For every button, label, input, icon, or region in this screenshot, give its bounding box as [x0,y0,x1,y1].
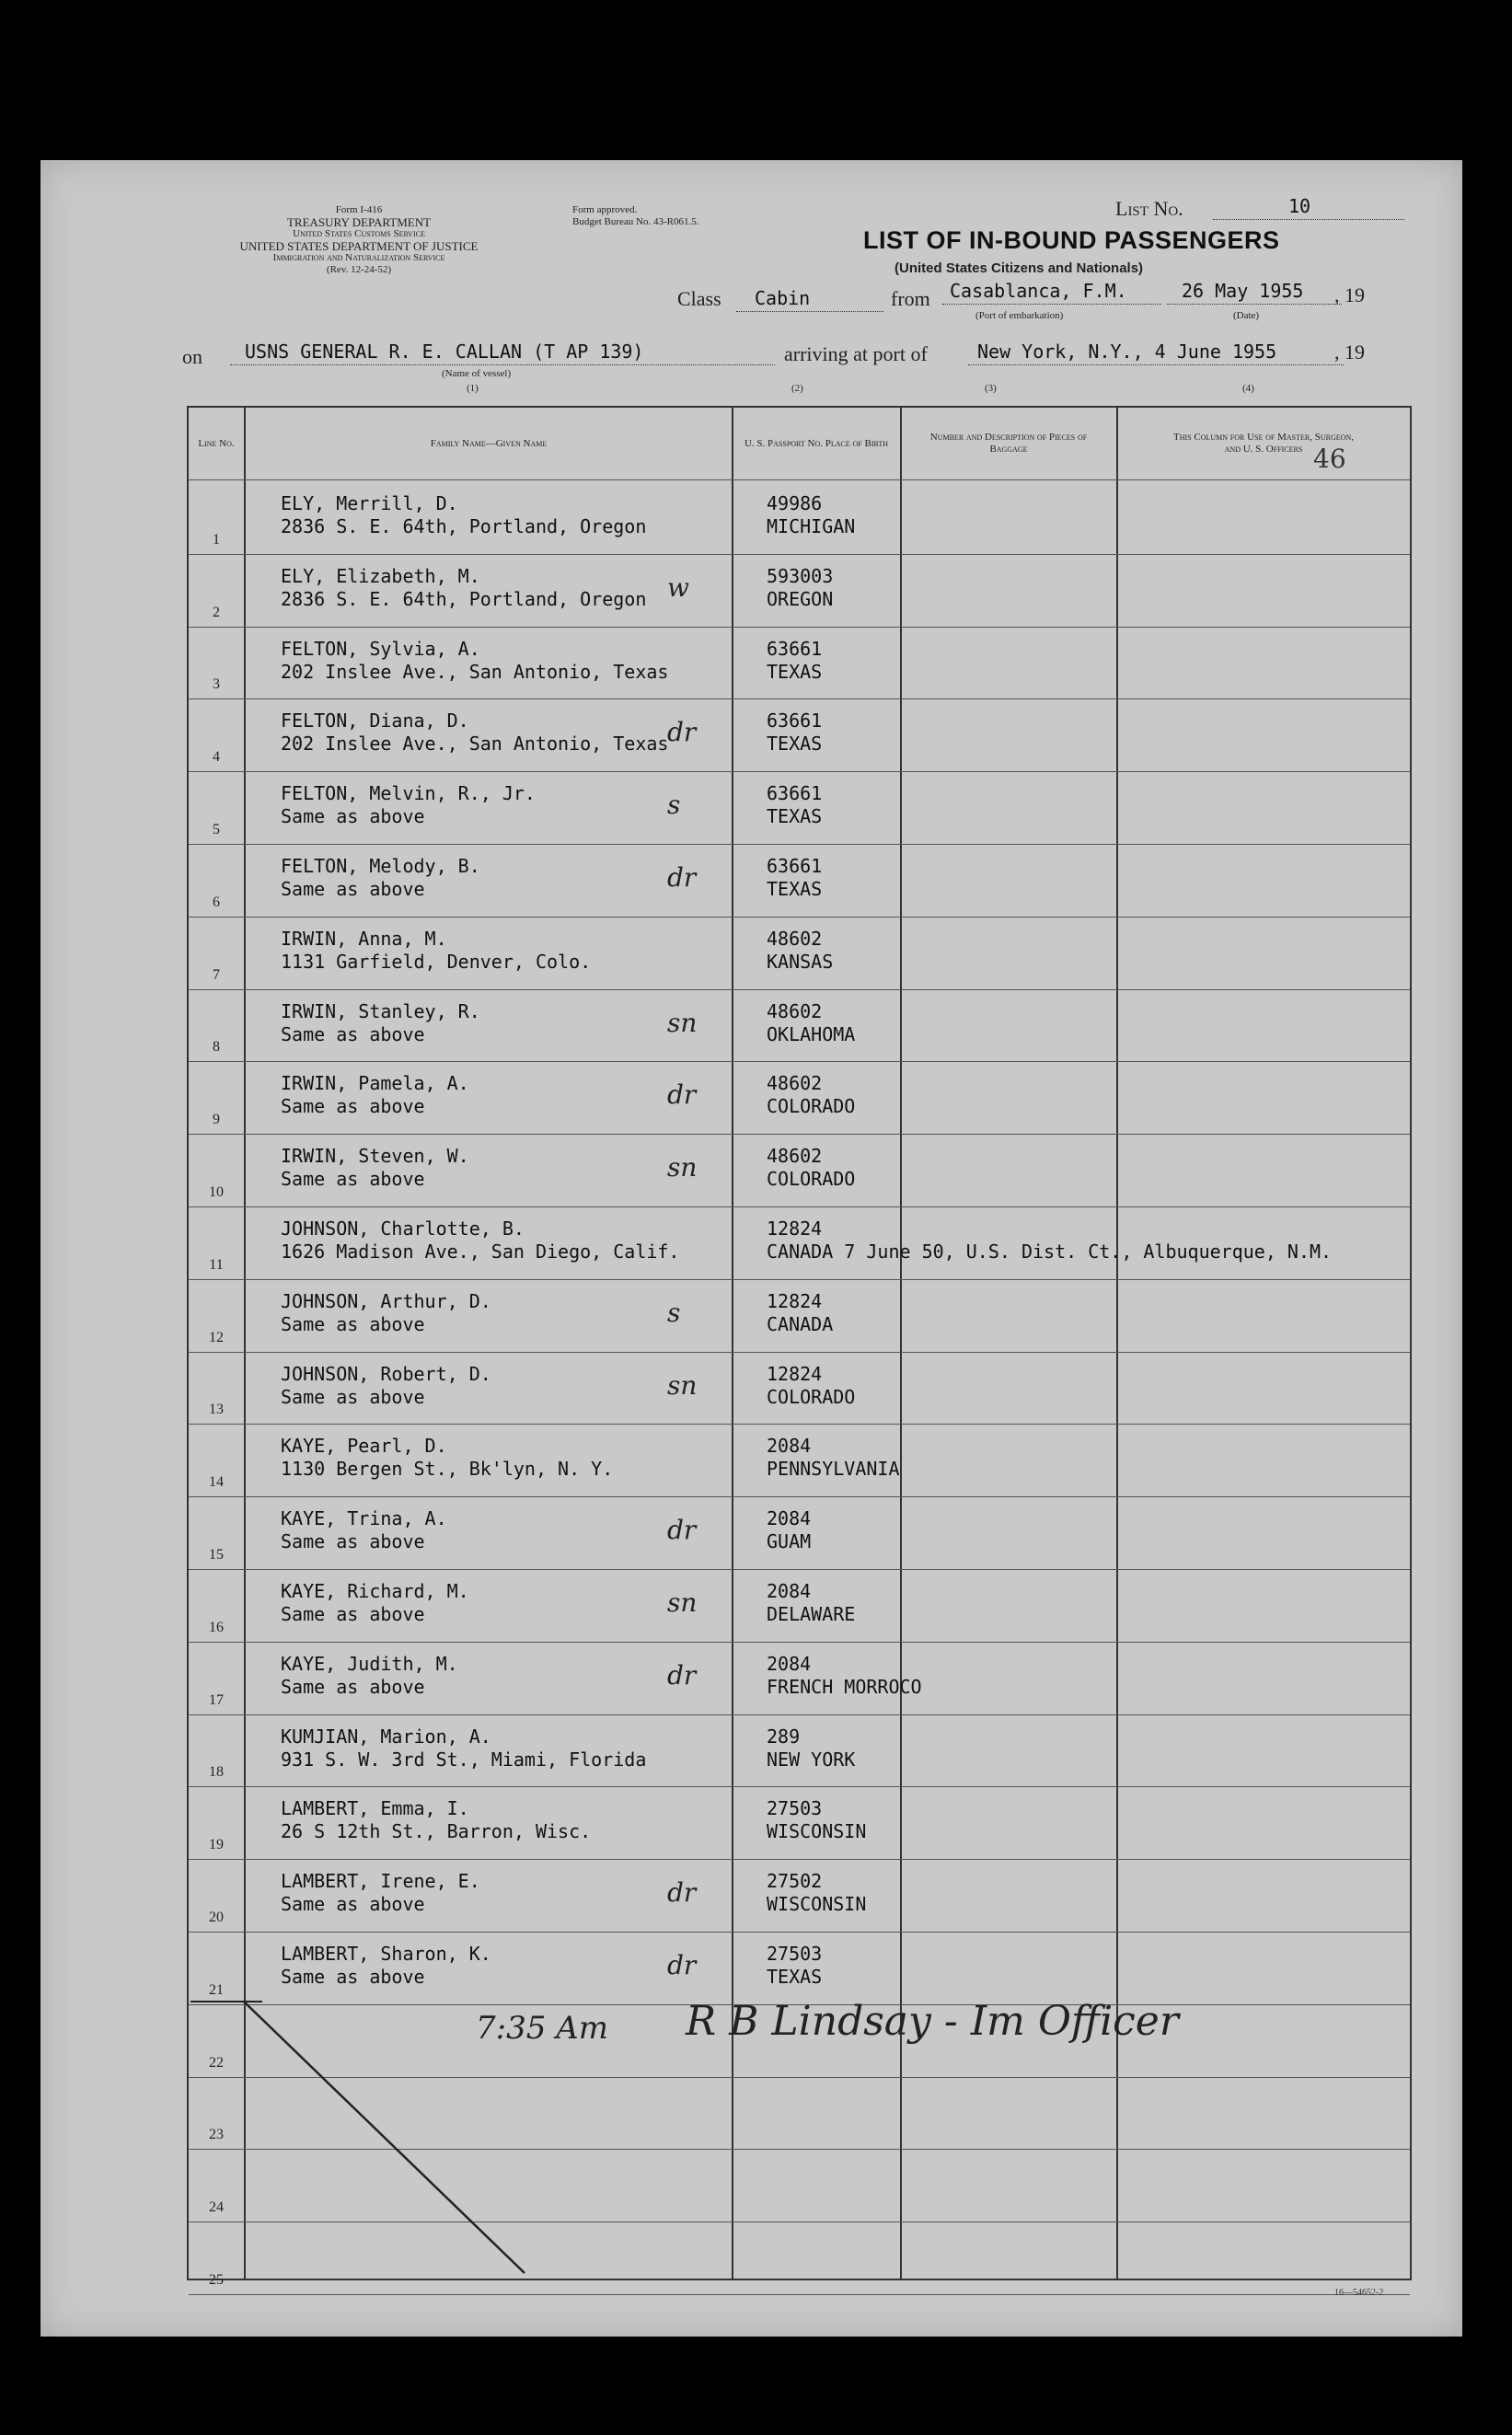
from-label: from [891,287,930,310]
port-value: Casablanca, F.M. [950,280,1127,302]
passport-number: 27502 [767,1870,823,1893]
line-number: 6 [213,894,220,910]
arrival-value: New York, N.Y., 4 June 1955 [977,340,1277,363]
line-number: 18 [209,1764,224,1781]
line-number: 13 [209,1402,224,1418]
passport-number: 63661 [767,855,823,877]
line-number: 21 [209,1981,224,1998]
passport-number: 48602 [767,927,823,950]
form-number: Form I-416 [335,204,383,215]
passenger-address: 2836 S. E. 64th, Portland, Oregon [281,515,647,537]
place-of-birth: COLORADO [767,1168,856,1191]
class-field [736,283,883,312]
passenger-name: LAMBERT, Emma, I. [281,1797,469,1820]
passport-number: 48602 [767,1072,823,1095]
line-number: 2 [213,604,220,620]
header-officers: This Column for Use of Master, Surgeon, and U. S. Officers [1173,432,1354,455]
place-of-birth: TEXAS [767,805,823,828]
passenger-address: Same as above [281,1530,425,1553]
passport-number: 48602 [767,999,823,1022]
header-passport: U. S. Passport No. Place of Birth [744,437,889,449]
relationship-mark: s [667,1297,681,1328]
passport-number: 63661 [767,637,823,660]
line-number: 8 [213,1039,220,1056]
place-of-birth: NEW YORK [767,1748,856,1771]
relationship-mark: dr [667,1659,697,1691]
passenger-name: LAMBERT, Sharon, K. [281,1943,491,1965]
passenger-address: Same as above [281,1675,425,1698]
passenger-name: IRWIN, Stanley, R. [281,999,480,1022]
passenger-address: Same as above [281,1893,425,1916]
passenger-name: JOHNSON, Robert, D. [281,1362,491,1385]
passenger-address: Same as above [281,878,425,900]
passport-number: 27503 [767,1797,823,1820]
justice-dept: UNITED STATES DEPARTMENT OF JUSTICE [239,239,479,253]
place-of-birth: MICHIGAN [767,515,856,537]
list-no-value: 10 [1288,195,1311,217]
header-line-no: Line No. [198,437,235,449]
line-number: 12 [209,1329,224,1345]
line-number: 20 [209,1909,224,1925]
passenger-name: JOHNSON, Arthur, D. [281,1289,491,1312]
passenger-address: Same as above [281,1312,425,1335]
arrival-year-suffix: , 19 [1334,340,1365,364]
passport-number: 49986 [767,492,823,514]
place-of-birth: TEXAS [767,660,823,683]
passenger-name: KAYE, Judith, M. [281,1652,458,1675]
passport-number: 63661 [767,782,823,805]
line-number: 22 [209,2054,224,2071]
passenger-name: FELTON, Sylvia, A. [281,637,480,660]
passenger-address: 26 S 12th St., Barron, Wisc. [281,1820,592,1843]
passport-number: 12824 [767,1218,823,1240]
line-number: 1 [213,531,220,548]
place-of-birth: COLORADO [767,1385,856,1408]
passenger-name: FELTON, Diana, D. [281,710,469,733]
col-num-1: (1) [467,383,479,394]
customs-service: United States Customs Service [293,228,425,239]
passenger-name: FELTON, Melody, B. [281,855,480,877]
revision: (Rev. 12-24-52) [326,264,392,275]
place-of-birth: KANSAS [767,950,834,973]
relationship-mark: sn [667,1369,698,1401]
relationship-mark: dr [667,1877,697,1909]
passenger-address: Same as above [281,1603,425,1625]
year-suffix: , 19 [1334,283,1365,306]
passenger-name: LAMBERT, Irene, E. [281,1870,480,1893]
line-number: 4 [213,749,220,766]
line-number: 3 [213,676,220,693]
passenger-name: KAYE, Richard, M. [281,1580,469,1602]
approval-block [572,204,698,228]
passenger-name: ELY, Merrill, D. [281,492,458,514]
line-number: 17 [209,1691,224,1708]
place-of-birth: GUAM [767,1530,812,1553]
port-caption: (Port of embarkation) [975,310,1064,321]
place-of-birth: WISCONSIN [767,1820,867,1843]
passenger-address: 1130 Bergen St., Bk'lyn, N. Y. [281,1458,614,1481]
footer-code: 16—54652-2 [1334,2288,1384,2298]
ins-service: Immigration and Naturalization Service [272,252,445,263]
budget-bureau: Budget Bureau No. 43-R061.5. [572,216,699,227]
relationship-mark: dr [667,1950,697,1980]
place-of-birth: WISCONSIN [767,1893,867,1916]
passenger-address: Same as above [281,1168,425,1191]
passenger-name: FELTON, Melvin, R., Jr. [281,782,536,805]
passenger-address: Same as above [281,1022,425,1045]
passenger-address: 202 Inslee Ave., San Antonio, Texas [281,733,669,756]
col-num-4: (4) [1242,383,1254,394]
officer-signature: R B Lindsay - Im Officer [686,1998,1179,2045]
line-number: 15 [209,1546,224,1563]
passenger-address: 2836 S. E. 64th, Portland, Oregon [281,587,647,610]
line-number: 9 [213,1112,220,1128]
col-num-3: (3) [985,383,997,394]
cancel-stroke [189,408,1410,2279]
line-number: 11 [209,1256,224,1273]
line-number: 24 [209,2199,224,2216]
passport-number: 2084 [767,1507,812,1530]
passenger-name: ELY, Elizabeth, M. [281,564,480,587]
stamp-number: 46 [1313,444,1346,474]
relationship-mark: dr [667,1515,697,1546]
line-number: 16 [209,1619,224,1635]
passenger-name: KAYE, Trina, A. [281,1507,447,1530]
relationship-mark: sn [667,1152,698,1183]
place-of-birth: FRENCH MORROCO [767,1675,922,1698]
relationship-mark: dr [667,862,697,893]
date-caption: (Date) [1233,310,1260,321]
date-value: 26 May 1955 [1182,280,1304,302]
place-of-birth: TEXAS [767,878,823,900]
passenger-table [187,406,1412,2288]
passport-number: 12824 [767,1362,823,1385]
agency-block [175,204,543,276]
place-of-birth: CANADA 7 June 50, U.S. Dist. Ct., Albuquerque, N.M. [767,1241,1333,1263]
treasury-dept: TREASURY DEPARTMENT [286,215,432,229]
vessel-caption: (Name of vessel) [442,368,512,379]
passenger-address: Same as above [281,1385,425,1408]
line-number: 5 [213,821,220,837]
passport-number: 289 [767,1725,801,1748]
passenger-address: Same as above [281,1966,425,1988]
passenger-name: KAYE, Pearl, D. [281,1435,447,1458]
arriving-label: arriving at port of [784,342,928,365]
form-approved: Form approved. [572,204,638,215]
passenger-address: 1626 Madison Ave., San Diego, Calif. [281,1241,680,1263]
list-no-label: List No. [1115,197,1183,220]
passport-number: 48602 [767,1145,823,1168]
class-label: Class [677,287,721,310]
passport-number: 63661 [767,710,823,733]
passport-number: 593003 [767,564,834,587]
passport-number: 2084 [767,1435,812,1458]
relationship-mark: s [667,790,681,821]
relationship-mark: dr [667,1079,697,1111]
passport-number: 2084 [767,1580,812,1602]
header-baggage: Number and Description of Pieces of Baggage [929,432,1088,455]
passenger-name: IRWIN, Steven, W. [281,1145,469,1168]
passenger-name: IRWIN, Anna, M. [281,927,447,950]
place-of-birth: PENNSYLVANIA [767,1458,900,1481]
relationship-mark: w [667,571,689,603]
relationship-mark: sn [667,1587,698,1618]
header-name: Family Name—Given Name [430,437,548,449]
place-of-birth: TEXAS [767,733,823,756]
page-subtitle: (United States Citizens and Nationals) [895,260,1144,276]
col-num-2: (2) [791,383,803,394]
passport-number: 2084 [767,1652,812,1675]
passport-number: 12824 [767,1289,823,1312]
passenger-name: IRWIN, Pamela, A. [281,1072,469,1095]
vessel-name: USNS GENERAL R. E. CALLAN (T AP 139) [245,340,644,363]
passenger-address: 202 Inslee Ave., San Antonio, Texas [281,660,669,683]
place-of-birth: COLORADO [767,1095,856,1118]
class-value: Cabin [755,287,811,309]
on-label: on [182,345,202,368]
line-number: 23 [209,2127,224,2143]
arrival-time: 7:35 Am [476,2010,608,2047]
line-number: 19 [209,1837,224,1853]
passenger-address: Same as above [281,805,425,828]
line-number: 10 [209,1183,224,1200]
list-no-field [1213,193,1404,220]
vessel-field [230,337,775,365]
passenger-address: 931 S. W. 3rd St., Miami, Florida [281,1748,647,1771]
place-of-birth: TEXAS [767,1966,823,1988]
passenger-name: JOHNSON, Charlotte, B. [281,1218,525,1240]
passport-number: 27503 [767,1943,823,1965]
place-of-birth: OKLAHOMA [767,1022,856,1045]
port-field [942,276,1161,305]
passenger-address: 1131 Garfield, Denver, Colo. [281,950,592,973]
place-of-birth: DELAWARE [767,1603,856,1625]
place-of-birth: CANADA [767,1312,834,1335]
line-number: 7 [213,966,220,983]
passenger-address: Same as above [281,1095,425,1118]
relationship-mark: sn [667,1007,698,1038]
line-number: 25 [209,2271,224,2288]
date-field [1167,276,1342,305]
arrival-field [968,337,1344,365]
place-of-birth: OREGON [767,587,834,610]
page-title: LIST OF IN-BOUND PASSENGERS [863,226,1280,254]
relationship-mark: dr [667,717,697,748]
line-number: 14 [209,1474,224,1491]
passenger-name: KUMJIAN, Marion, A. [281,1725,491,1748]
